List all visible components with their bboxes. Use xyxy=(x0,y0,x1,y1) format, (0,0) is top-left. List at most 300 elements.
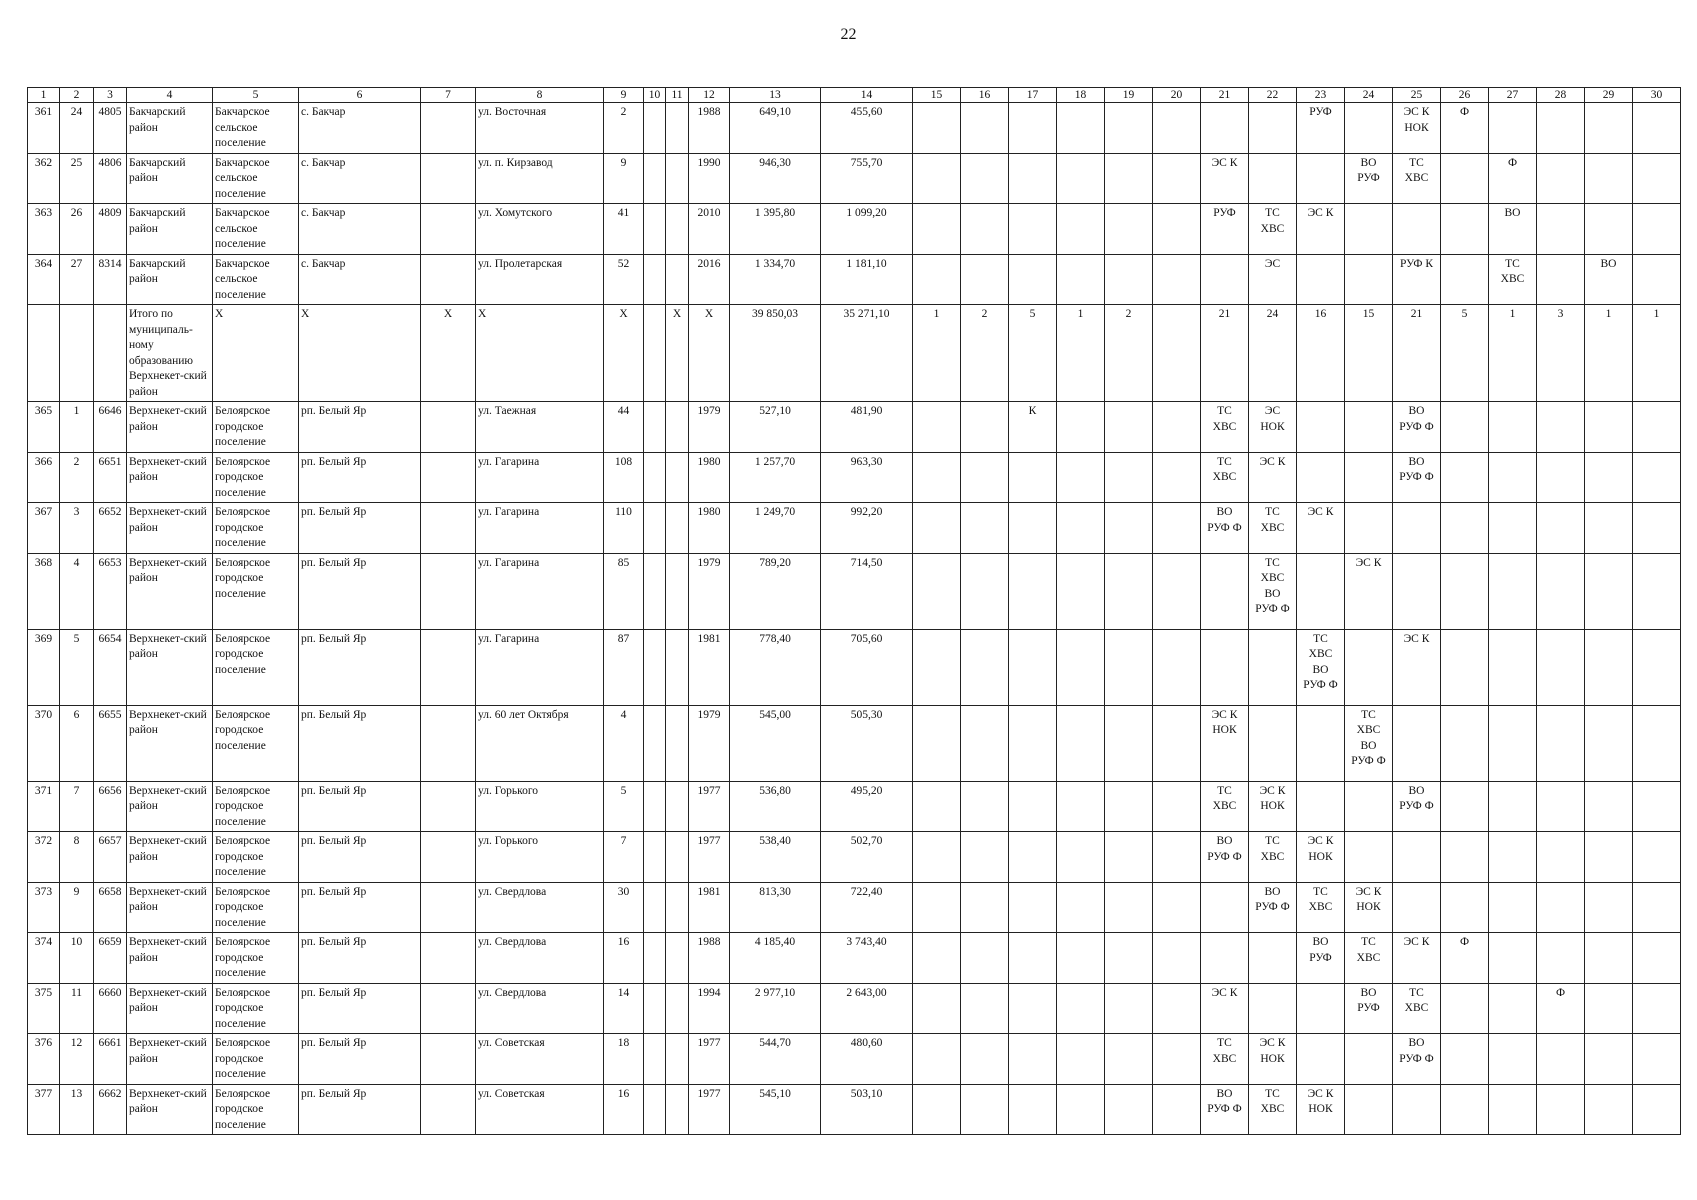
table-cell: 18 xyxy=(604,1034,644,1085)
table-cell: с. Бакчар xyxy=(299,103,421,154)
table-cell: ВО xyxy=(1585,254,1633,305)
table-cell: 4 185,40 xyxy=(730,933,821,984)
table-cell: Верхнекет-ский район xyxy=(127,705,213,781)
table-cell: рп. Белый Яр xyxy=(299,781,421,832)
table-cell xyxy=(1633,103,1681,154)
table-cell: Белоярское городское поселение xyxy=(213,503,299,554)
table-cell: рп. Белый Яр xyxy=(299,983,421,1034)
table-cell: 10 xyxy=(60,933,94,984)
table-cell: ТС ХВС xyxy=(1201,452,1249,503)
table-cell xyxy=(421,553,476,629)
table-cell xyxy=(1153,305,1201,402)
table-cell: ул. п. Кирзавод xyxy=(476,153,604,204)
table-cell: 6656 xyxy=(94,781,127,832)
table-cell: 11 xyxy=(60,983,94,1034)
table-cell: 25 xyxy=(60,153,94,204)
table-cell xyxy=(644,629,666,705)
table-cell: 755,70 xyxy=(821,153,913,204)
table-row xyxy=(28,452,1681,503)
table-row xyxy=(28,832,1681,883)
table-cell: 495,20 xyxy=(821,781,913,832)
table-cell: ЭС К НОК xyxy=(1249,1034,1297,1085)
table-cell: ул. Восточная xyxy=(476,103,604,154)
table-cell: 373 xyxy=(28,882,60,933)
table-cell: ТС ХВС xyxy=(1297,882,1345,933)
table-cell: Ф xyxy=(1537,983,1585,1034)
table-cell xyxy=(1105,402,1153,453)
table-cell xyxy=(1153,204,1201,255)
table-cell xyxy=(913,933,961,984)
table-cell xyxy=(1105,452,1153,503)
table-cell: рп. Белый Яр xyxy=(299,452,421,503)
table-cell: 6651 xyxy=(94,452,127,503)
table-cell: ул. Горького xyxy=(476,832,604,883)
table-cell xyxy=(1009,503,1057,554)
table-cell: Верхнекет-ский район xyxy=(127,452,213,503)
table-cell: РУФ xyxy=(1297,103,1345,154)
table-cell: 2 xyxy=(1105,305,1153,402)
table-cell xyxy=(1009,933,1057,984)
table-cell: ЭС К xyxy=(1297,503,1345,554)
table-cell: 35 271,10 xyxy=(821,305,913,402)
table-cell: ЭС К НОК xyxy=(1297,832,1345,883)
table-cell: 39 850,03 xyxy=(730,305,821,402)
table-cell: 6655 xyxy=(94,705,127,781)
column-number: 12 xyxy=(689,88,730,103)
table-cell: Верхнекет-ский район xyxy=(127,1084,213,1135)
table-cell: 1 xyxy=(1057,305,1105,402)
table-cell xyxy=(1057,705,1105,781)
table-cell: 4805 xyxy=(94,103,127,154)
table-cell xyxy=(961,503,1009,554)
table-cell: ЭС К xyxy=(1345,553,1393,629)
table-cell xyxy=(1441,882,1489,933)
table-cell xyxy=(421,882,476,933)
table-cell xyxy=(1585,402,1633,453)
column-number: 6 xyxy=(299,88,421,103)
table-cell xyxy=(913,781,961,832)
table-cell: ул. Свердлова xyxy=(476,983,604,1034)
table-cell xyxy=(1633,882,1681,933)
table-cell: 108 xyxy=(604,452,644,503)
column-number: 30 xyxy=(1633,88,1681,103)
table-cell xyxy=(644,103,666,154)
table-cell xyxy=(1585,1084,1633,1135)
table-row xyxy=(28,983,1681,1034)
table-cell: ВО РУФ Ф xyxy=(1393,452,1441,503)
table-row xyxy=(28,933,1681,984)
table-cell: ул. 60 лет Октября xyxy=(476,705,604,781)
table-cell: 714,50 xyxy=(821,553,913,629)
table-cell xyxy=(666,204,689,255)
table-cell xyxy=(666,832,689,883)
table-cell: рп. Белый Яр xyxy=(299,705,421,781)
table-cell: 1981 xyxy=(689,882,730,933)
table-cell xyxy=(1489,832,1537,883)
table-cell xyxy=(1105,204,1153,255)
table-cell xyxy=(1105,1084,1153,1135)
table-cell xyxy=(961,705,1009,781)
table-cell xyxy=(1105,103,1153,154)
table-cell xyxy=(1441,452,1489,503)
table-cell: ВО xyxy=(1489,204,1537,255)
table-cell: ТС ХВС ВО РУФ Ф xyxy=(1249,553,1297,629)
table-cell xyxy=(1345,1084,1393,1135)
table-cell: 4809 xyxy=(94,204,127,255)
table-cell: X xyxy=(689,305,730,402)
table-cell: 1994 xyxy=(689,983,730,1034)
table-cell: 375 xyxy=(28,983,60,1034)
table-cell xyxy=(1345,254,1393,305)
table-cell xyxy=(1057,103,1105,154)
table-cell: Верхнекет-ский район xyxy=(127,629,213,705)
table-cell xyxy=(421,705,476,781)
table-cell: Белоярское городское поселение xyxy=(213,629,299,705)
table-cell xyxy=(913,983,961,1034)
table-cell xyxy=(961,452,1009,503)
table-cell: 778,40 xyxy=(730,629,821,705)
table-cell xyxy=(1297,1034,1345,1085)
table-cell: ул. Горького xyxy=(476,781,604,832)
table-cell xyxy=(1585,882,1633,933)
table-cell: ТС ХВС xyxy=(1249,1084,1297,1135)
table-cell xyxy=(1105,1034,1153,1085)
table-cell xyxy=(644,153,666,204)
column-number: 27 xyxy=(1489,88,1537,103)
table-cell xyxy=(913,503,961,554)
table-cell xyxy=(913,103,961,154)
table-cell xyxy=(1489,402,1537,453)
table-cell xyxy=(94,305,127,402)
table-cell xyxy=(1009,781,1057,832)
table-cell xyxy=(1297,452,1345,503)
table-cell xyxy=(1537,882,1585,933)
table-cell xyxy=(1537,705,1585,781)
table-cell xyxy=(666,1034,689,1085)
table-cell: 368 xyxy=(28,553,60,629)
table-cell xyxy=(1153,882,1201,933)
table-cell xyxy=(913,153,961,204)
table-cell xyxy=(666,553,689,629)
table-cell: 371 xyxy=(28,781,60,832)
table-cell: 363 xyxy=(28,204,60,255)
table-cell xyxy=(1153,553,1201,629)
table-cell xyxy=(1201,103,1249,154)
table-cell: ВО РУФ Ф xyxy=(1201,503,1249,554)
table-cell xyxy=(644,1084,666,1135)
table-cell xyxy=(1585,153,1633,204)
table-cell xyxy=(666,103,689,154)
table-cell: 1980 xyxy=(689,503,730,554)
column-number: 5 xyxy=(213,88,299,103)
table-cell xyxy=(1441,503,1489,554)
table-cell xyxy=(1489,629,1537,705)
table-cell xyxy=(1297,781,1345,832)
table-cell xyxy=(1633,1084,1681,1135)
table-cell: 2016 xyxy=(689,254,730,305)
table-cell: Бакчарское сельское поселение xyxy=(213,254,299,305)
table-cell xyxy=(1249,705,1297,781)
table-cell: 4806 xyxy=(94,153,127,204)
table-cell: 44 xyxy=(604,402,644,453)
table-cell xyxy=(1153,103,1201,154)
table-cell xyxy=(1585,705,1633,781)
table-cell xyxy=(1345,1034,1393,1085)
table-cell: X xyxy=(476,305,604,402)
table-cell: Ф xyxy=(1489,153,1537,204)
table-cell xyxy=(1297,705,1345,781)
table-cell xyxy=(644,553,666,629)
table-cell: X xyxy=(666,305,689,402)
table-cell: 789,20 xyxy=(730,553,821,629)
table-cell: Белоярское городское поселение xyxy=(213,705,299,781)
table-cell: ТС ХВС xyxy=(1393,983,1441,1034)
table-cell xyxy=(1345,503,1393,554)
table-cell xyxy=(421,204,476,255)
table-cell xyxy=(1057,983,1105,1034)
table-cell: 1988 xyxy=(689,103,730,154)
table-cell xyxy=(1345,402,1393,453)
table-row xyxy=(28,254,1681,305)
table-cell xyxy=(961,832,1009,883)
table-cell xyxy=(961,781,1009,832)
table-cell: 6646 xyxy=(94,402,127,453)
table-cell xyxy=(1393,832,1441,883)
table-cell: с. Бакчар xyxy=(299,153,421,204)
table-cell: ТС ХВС xyxy=(1249,503,1297,554)
table-cell: рп. Белый Яр xyxy=(299,503,421,554)
table-cell: ВО РУФ xyxy=(1345,983,1393,1034)
table-cell: ТС ХВС xyxy=(1249,832,1297,883)
table-cell: 813,30 xyxy=(730,882,821,933)
table-cell: 364 xyxy=(28,254,60,305)
table-cell: 87 xyxy=(604,629,644,705)
table-cell xyxy=(1489,781,1537,832)
table-cell: Бакчарский район xyxy=(127,103,213,154)
table-cell: ЭС К xyxy=(1393,629,1441,705)
table-cell xyxy=(1201,933,1249,984)
table-cell xyxy=(1489,452,1537,503)
table-row xyxy=(28,629,1681,705)
table-cell xyxy=(1489,103,1537,154)
table-cell: ТС ХВС xyxy=(1249,204,1297,255)
table-cell: ВО РУФ xyxy=(1345,153,1393,204)
table-cell xyxy=(1153,781,1201,832)
table-cell: X xyxy=(421,305,476,402)
table-cell xyxy=(1345,832,1393,883)
table-cell: 7 xyxy=(60,781,94,832)
column-number: 2 xyxy=(60,88,94,103)
table-cell: ВО РУФ xyxy=(1297,933,1345,984)
table-cell xyxy=(1153,1034,1201,1085)
table-cell: 1977 xyxy=(689,781,730,832)
table-cell: 3 xyxy=(1537,305,1585,402)
table-cell: 24 xyxy=(60,103,94,154)
table-cell: 30 xyxy=(604,882,644,933)
table-cell: ТС ХВС xyxy=(1489,254,1537,305)
table-cell: 370 xyxy=(28,705,60,781)
table-cell: 6659 xyxy=(94,933,127,984)
table-cell xyxy=(1345,103,1393,154)
table-cell xyxy=(1345,204,1393,255)
table-cell: РУФ К xyxy=(1393,254,1441,305)
table-cell: 545,00 xyxy=(730,705,821,781)
table-cell: ул. Хомутского xyxy=(476,204,604,255)
table-cell xyxy=(1105,553,1153,629)
table-cell: рп. Белый Яр xyxy=(299,402,421,453)
table-cell: Верхнекет-ский район xyxy=(127,933,213,984)
table-cell xyxy=(1633,452,1681,503)
table-cell: Верхнекет-ский район xyxy=(127,402,213,453)
table-cell xyxy=(1585,103,1633,154)
table-cell: 1 334,70 xyxy=(730,254,821,305)
table-cell xyxy=(1297,402,1345,453)
table-cell: ЭС К НОК xyxy=(1345,882,1393,933)
table-cell xyxy=(1537,103,1585,154)
table-cell: ЭС К НОК xyxy=(1201,705,1249,781)
column-number: 19 xyxy=(1105,88,1153,103)
table-cell xyxy=(1633,832,1681,883)
table-cell xyxy=(1633,204,1681,255)
table-cell xyxy=(1153,1084,1201,1135)
table-cell xyxy=(421,983,476,1034)
table-cell: ЭС К xyxy=(1201,983,1249,1034)
table-cell: 15 xyxy=(1345,305,1393,402)
table-cell xyxy=(1105,882,1153,933)
table-cell xyxy=(961,553,1009,629)
table-row xyxy=(28,1084,1681,1135)
column-number: 4 xyxy=(127,88,213,103)
table-cell: 24 xyxy=(1249,305,1297,402)
table-cell xyxy=(1153,153,1201,204)
table-cell: ЭС xyxy=(1249,254,1297,305)
table-cell xyxy=(1393,1084,1441,1135)
table-cell xyxy=(1633,254,1681,305)
table-cell xyxy=(1633,402,1681,453)
table-cell: с. Бакчар xyxy=(299,204,421,255)
column-number: 25 xyxy=(1393,88,1441,103)
table-cell xyxy=(1633,983,1681,1034)
table-cell xyxy=(1009,882,1057,933)
table-cell xyxy=(1489,1084,1537,1135)
table-cell xyxy=(1441,832,1489,883)
table-cell xyxy=(1201,882,1249,933)
table-cell: ул. Гагарина xyxy=(476,452,604,503)
table-cell xyxy=(1009,452,1057,503)
table-cell xyxy=(1153,933,1201,984)
table-cell xyxy=(1009,204,1057,255)
table-cell: 26 xyxy=(60,204,94,255)
table-cell: 6662 xyxy=(94,1084,127,1135)
table-cell xyxy=(1441,781,1489,832)
table-cell: 13 xyxy=(60,1084,94,1135)
table-cell xyxy=(421,153,476,204)
table-cell: рп. Белый Яр xyxy=(299,1084,421,1135)
table-cell: 41 xyxy=(604,204,644,255)
table-cell: 1 395,80 xyxy=(730,204,821,255)
table-cell xyxy=(1057,153,1105,204)
table-cell xyxy=(1009,832,1057,883)
table-cell xyxy=(1345,781,1393,832)
table-cell xyxy=(1009,553,1057,629)
table-cell xyxy=(1105,254,1153,305)
table-cell xyxy=(421,254,476,305)
table-cell: 544,70 xyxy=(730,1034,821,1085)
table-cell xyxy=(644,882,666,933)
table-cell xyxy=(1537,402,1585,453)
table-cell: ул. Гагарина xyxy=(476,629,604,705)
table-cell xyxy=(1633,705,1681,781)
table-cell: ВО РУФ Ф xyxy=(1393,1034,1441,1085)
table-cell xyxy=(666,983,689,1034)
table-cell xyxy=(1633,629,1681,705)
table-cell: 372 xyxy=(28,832,60,883)
table-cell: Верхнекет-ский район xyxy=(127,781,213,832)
table-cell: 503,10 xyxy=(821,1084,913,1135)
table-cell: 1977 xyxy=(689,832,730,883)
table-cell: 1 249,70 xyxy=(730,503,821,554)
table-cell: Белоярское городское поселение xyxy=(213,983,299,1034)
table-cell xyxy=(421,452,476,503)
table-cell xyxy=(421,503,476,554)
table-cell xyxy=(1057,629,1105,705)
table-cell: 377 xyxy=(28,1084,60,1135)
table-cell: 963,30 xyxy=(821,452,913,503)
table-cell xyxy=(644,254,666,305)
table-cell xyxy=(961,983,1009,1034)
table-cell xyxy=(1489,553,1537,629)
table-cell: рп. Белый Яр xyxy=(299,629,421,705)
table-cell xyxy=(1441,983,1489,1034)
table-cell: ЭС К НОК xyxy=(1393,103,1441,154)
table-cell: 527,10 xyxy=(730,402,821,453)
table-cell xyxy=(1585,553,1633,629)
table-cell: 5 xyxy=(1009,305,1057,402)
table-cell: Белоярское городское поселение xyxy=(213,1034,299,1085)
table-cell xyxy=(1105,705,1153,781)
table-cell xyxy=(666,705,689,781)
table-cell xyxy=(913,553,961,629)
table-cell: 8314 xyxy=(94,254,127,305)
table-cell: 361 xyxy=(28,103,60,154)
column-number: 13 xyxy=(730,88,821,103)
table-cell: X xyxy=(604,305,644,402)
table-cell: 6660 xyxy=(94,983,127,1034)
table-cell xyxy=(1441,402,1489,453)
table-cell: 12 xyxy=(60,1034,94,1085)
column-number: 28 xyxy=(1537,88,1585,103)
table-cell: ТС ХВС xyxy=(1393,153,1441,204)
subtotal-row xyxy=(28,305,1681,402)
table-cell: Верхнекет-ский район xyxy=(127,1034,213,1085)
table-cell xyxy=(644,933,666,984)
table-cell: ЭС К xyxy=(1393,933,1441,984)
table-cell: 4 xyxy=(604,705,644,781)
table-cell xyxy=(1105,781,1153,832)
table-cell xyxy=(1393,503,1441,554)
table-cell: ул. Гагарина xyxy=(476,503,604,554)
table-cell xyxy=(1393,553,1441,629)
table-cell: Белоярское городское поселение xyxy=(213,553,299,629)
table-cell: 6654 xyxy=(94,629,127,705)
table-cell: Бакчарский район xyxy=(127,204,213,255)
table-cell: К xyxy=(1009,402,1057,453)
table-cell: Белоярское городское поселение xyxy=(213,1084,299,1135)
column-number: 15 xyxy=(913,88,961,103)
table-cell: 1977 xyxy=(689,1084,730,1135)
table-cell xyxy=(1105,933,1153,984)
table-cell xyxy=(1105,832,1153,883)
